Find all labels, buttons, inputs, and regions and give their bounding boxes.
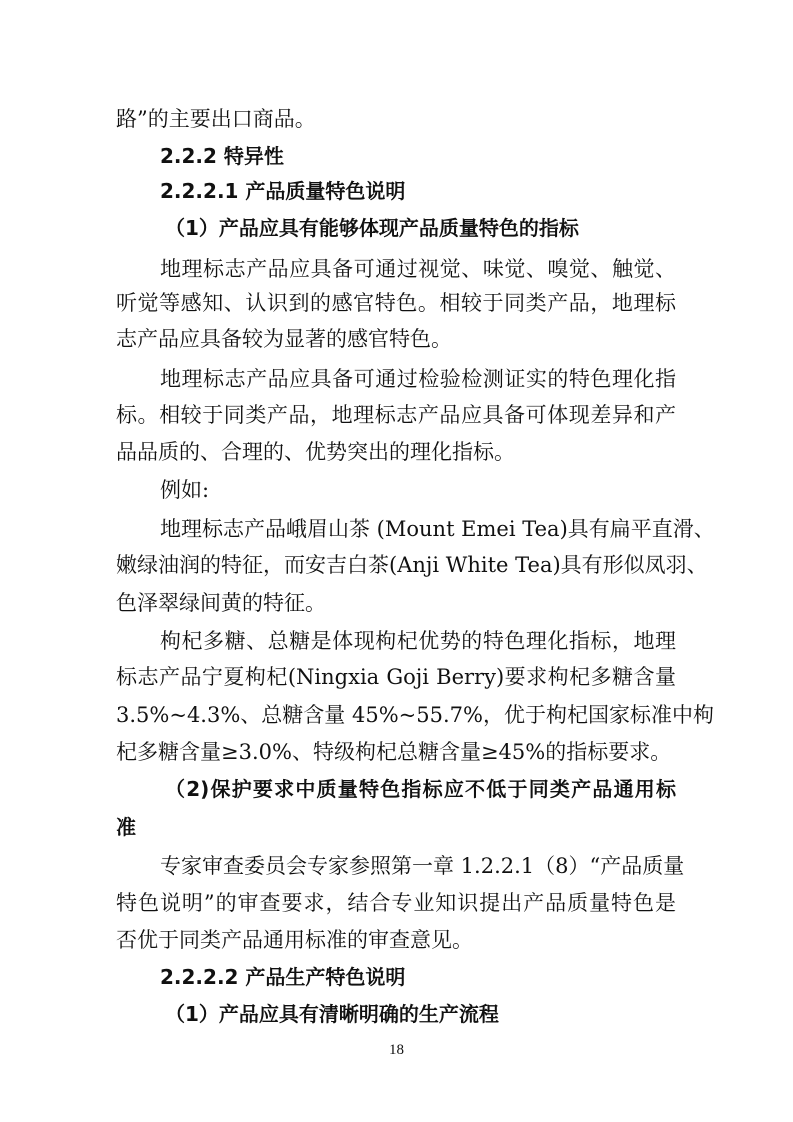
paragraph-line: 3.5%~4.3%、总糖含量 45%~55.7%，优于枸杞国家标准中枸 bbox=[116, 703, 714, 727]
item-heading: （1）产品应具有清晰明确的生产流程 bbox=[165, 1002, 499, 1026]
paragraph-line: 专家审查委员会专家参照第一章 1.2.2.1（8）“产品质量 bbox=[160, 854, 685, 878]
paragraph-line: 枸杞多糖、总糖是体现枸杞优势的特色理化指标，地理 bbox=[160, 629, 676, 653]
item-heading: （1）产品应具有能够体现产品质量特色的指标 bbox=[165, 216, 579, 240]
paragraph-line: 地理标志产品应具备可通过视觉、味觉、嗅觉、触觉、 bbox=[160, 257, 676, 281]
paragraph-line: 品品质的、合理的、优势突出的理化指标。 bbox=[116, 440, 515, 464]
item-heading-continuation: 准 bbox=[116, 815, 136, 839]
paragraph-line: 例如: bbox=[160, 478, 210, 502]
section-heading: 2.2.2 特异性 bbox=[160, 144, 284, 168]
paragraph-line: 标志产品宁夏枸杞(Ningxia Goji Berry)要求枸杞多糖含量 bbox=[116, 665, 676, 689]
paragraph-line: 杞多糖含量≥3.0%、特级枸杞总糖含量≥45%的指标要求。 bbox=[116, 740, 672, 764]
paragraph-line: 否优于同类产品通用标准的审查意见。 bbox=[116, 928, 473, 952]
paragraph-line: 地理标志产品峨眉山茶 (Mount Emei Tea)具有扁平直滑、 bbox=[160, 517, 715, 541]
paragraph-line: 志产品应具备较为显著的感官特色。 bbox=[116, 327, 452, 351]
paragraph-line: 听觉等感知、认识到的感官特色。相较于同类产品，地理标 bbox=[116, 291, 676, 315]
paragraph-line: 标。相较于同类产品，地理标志产品应具备可体现差异和产 bbox=[116, 403, 676, 427]
paragraph-line: 嫩绿油润的特征，而安吉白茶(Anji White Tea)具有形似凤羽、 bbox=[116, 553, 708, 577]
subsection-heading: 2.2.2.1 产品质量特色说明 bbox=[160, 179, 406, 203]
subsection-heading: 2.2.2.2 产品生产特色说明 bbox=[160, 965, 406, 989]
paragraph-line: 色泽翠绿间黄的特征。 bbox=[116, 591, 326, 615]
text-line: 路”的主要出口商品。 bbox=[116, 107, 316, 131]
paragraph-line: 特色说明”的审查要求，结合专业知识提出产品质量特色是 bbox=[116, 891, 676, 915]
item-heading: （2)保护要求中质量特色指标应不低于同类产品通用标 bbox=[165, 777, 676, 801]
page-number: 18 bbox=[389, 1042, 404, 1058]
paragraph-line: 地理标志产品应具备可通过检验检测证实的特色理化指 bbox=[160, 367, 676, 391]
